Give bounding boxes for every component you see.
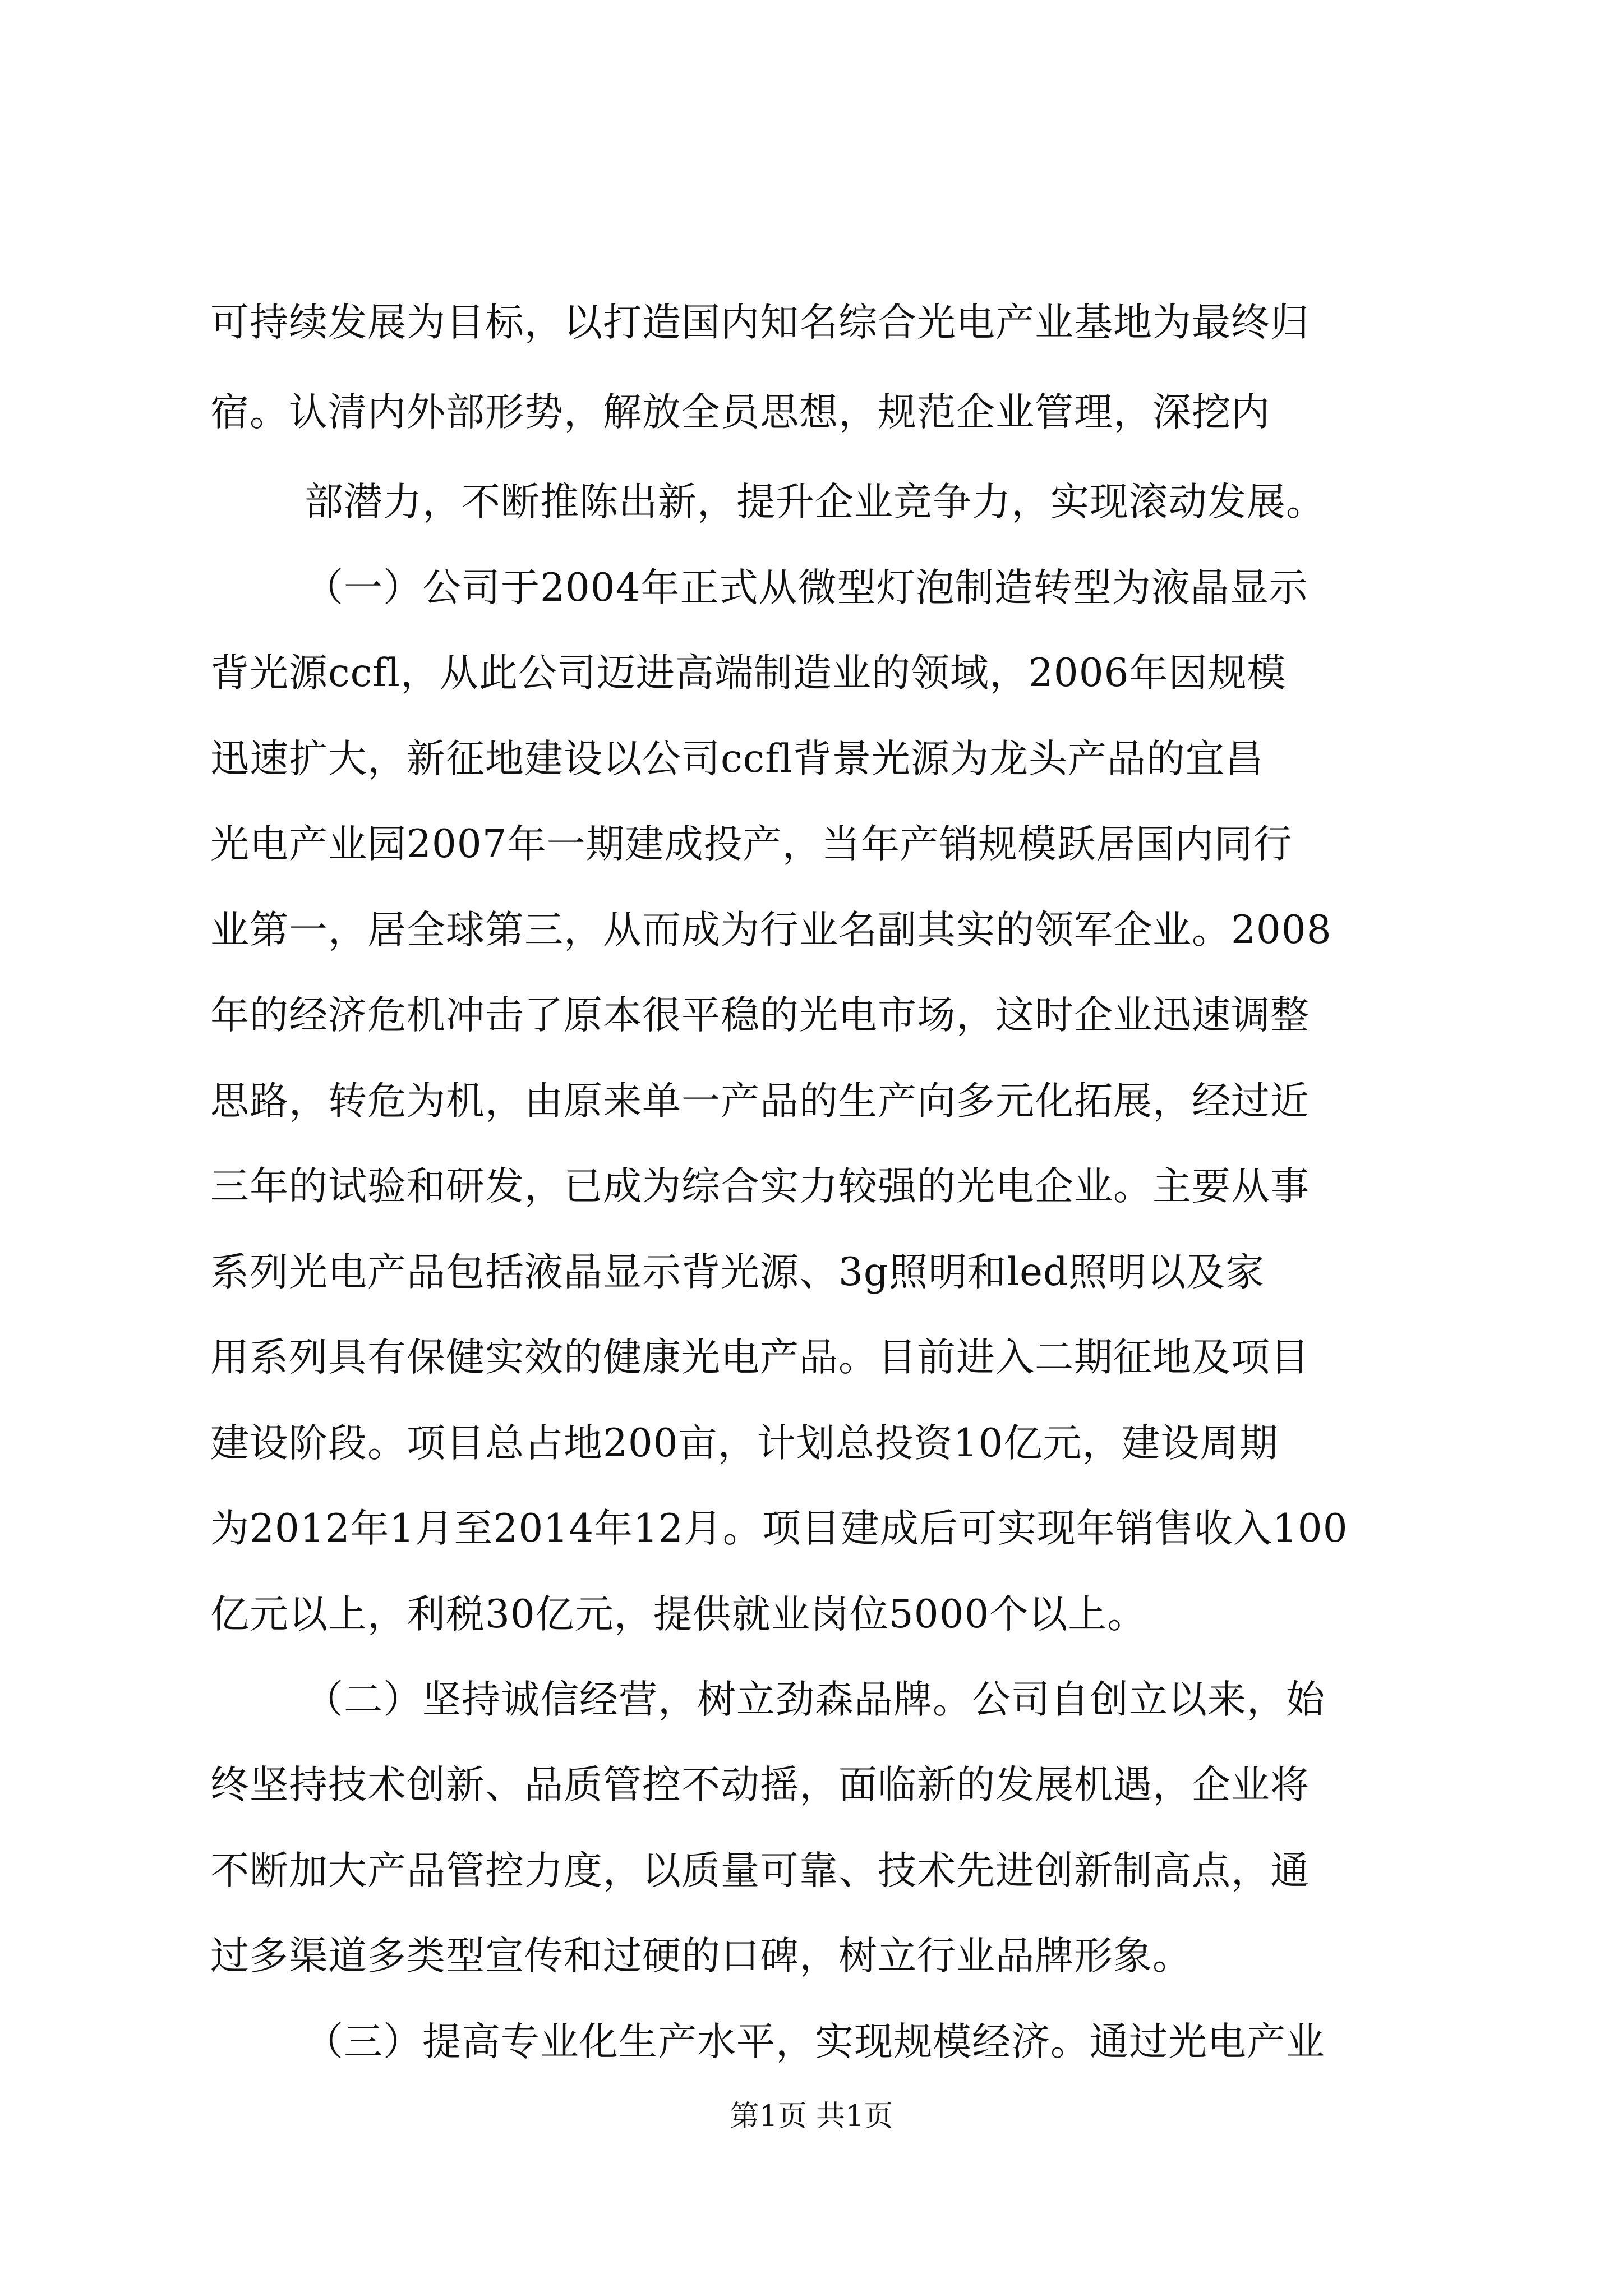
body-text-line: 用系列具有保健实效的健康光电产品。目前进入二期征地及项目 bbox=[210, 1335, 1310, 1380]
body-text-line: 终坚持技术创新、品质管控不动摇，面临新的发展机遇，企业将 bbox=[210, 1763, 1310, 1807]
page-footer: 第1页 共1页 bbox=[730, 2100, 893, 2133]
body-text-line: 迅速扩大，新征地建设以公司ccfl背景光源为龙头产品的宜昌 bbox=[210, 737, 1264, 781]
body-text-line: 背光源ccfl，从此公司迈进高端制造业的领域，2006年因规模 bbox=[210, 651, 1287, 696]
body-text-line: 可持续发展为目标，以打造国内知名综合光电产业基地为最终归 bbox=[210, 300, 1310, 345]
body-text-line: 为2012年1月至2014年12月。项目建成后可实现年销售收入100 bbox=[210, 1506, 1348, 1551]
body-text-line: 部潜力，不断推陈出新，提升企业竞争力，实现滚动发展。 bbox=[305, 480, 1325, 524]
body-text-line: 业第一，居全球第三，从而成为行业名副其实的领军企业。2008 bbox=[210, 908, 1332, 953]
body-text-line: 年的经济危机冲击了原本很平稳的光电市场，这时企业迅速调整 bbox=[210, 993, 1310, 1038]
body-text-line: （二）坚持诚信经营，树立劲森品牌。公司自创立以来，始 bbox=[305, 1677, 1325, 1722]
body-text-line: 思路，转危为机，由原来单一产品的生产向多元化拓展，经过近 bbox=[210, 1079, 1310, 1124]
body-text-line: 亿元以上，利税30亿元，提供就业岗位5000个以上。 bbox=[210, 1592, 1147, 1637]
body-text-line: （三）提高专业化生产水平，实现规模经济。通过光电产业 bbox=[305, 2019, 1325, 2064]
body-text-line: 宿。认清内外部形势，解放全员思想，规范企业管理，深挖内 bbox=[210, 390, 1270, 435]
body-text-line: 光电产业园2007年一期建成投产，当年产销规模跃居国内同行 bbox=[210, 822, 1293, 867]
body-text-line: 不断加大产品管控力度，以质量可靠、技术先进创新制高点，通 bbox=[210, 1848, 1310, 1893]
body-text-line: 过多渠道多类型宣传和过硬的口碑，树立行业品牌形象。 bbox=[210, 1934, 1192, 1978]
body-text-line: 建设阶段。项目总占地200亩，计划总投资10亿元，建设周期 bbox=[210, 1421, 1279, 1466]
body-text-line: 系列光电产品包括液晶显示背光源、3g照明和led照明以及家 bbox=[210, 1250, 1265, 1295]
body-text-line: 三年的试验和研发，已成为综合实力较强的光电企业。主要从事 bbox=[210, 1164, 1310, 1209]
body-text-line: （一）公司于2004年正式从微型灯泡制造转型为液晶显示 bbox=[305, 565, 1308, 610]
